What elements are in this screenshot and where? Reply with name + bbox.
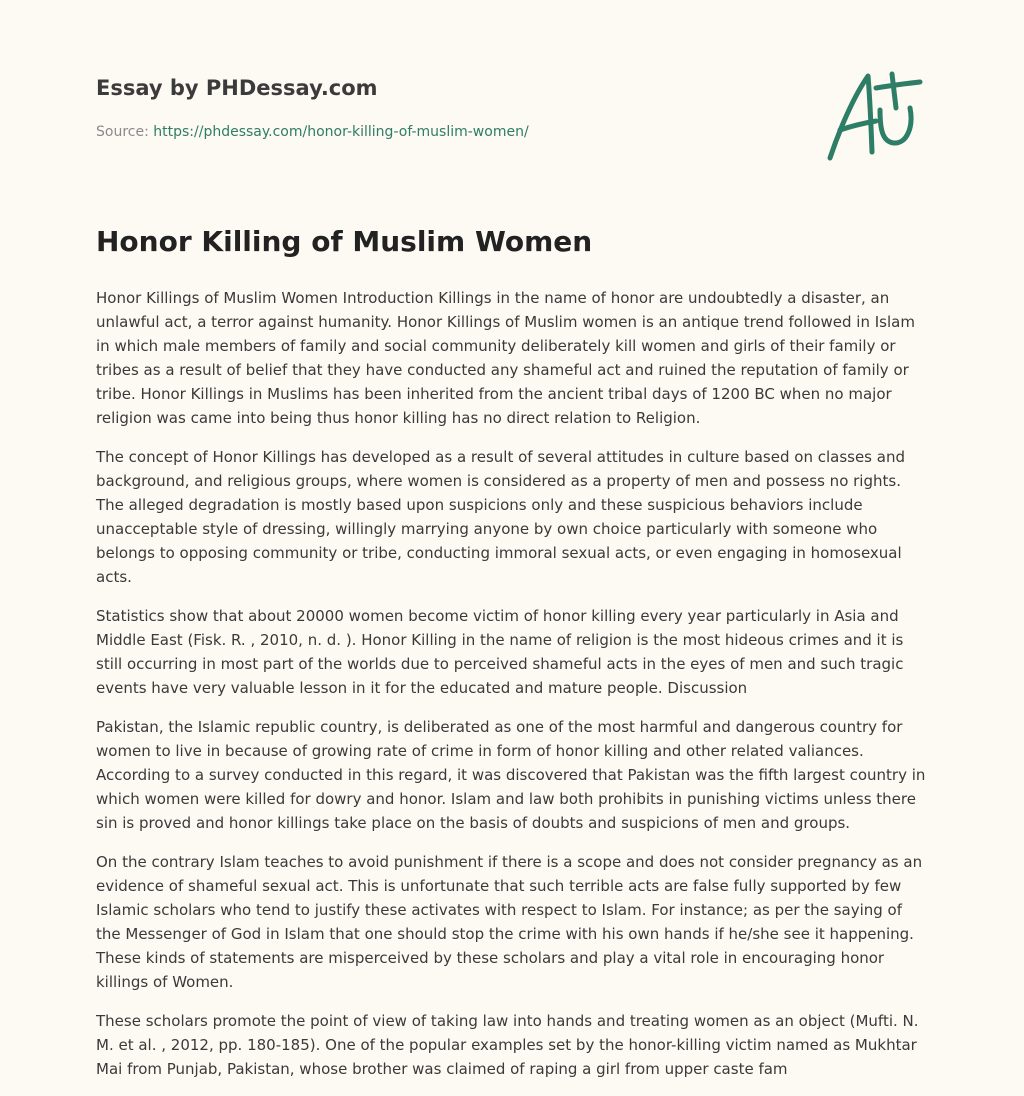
- source-line: [96, 124, 529, 140]
- essay-paragraph-6: These scholars promote the point of view of taking law into hands and treating women as an object (Mufti. N. M. et al. , 2012, pp. 180-185). One of the popular examples set by the honor-killing victim named as Mukhtar Mai from Punjab, Pakistan, whose brother was claimed of raping a girl from upper caste fam: [96, 1012, 919, 1078]
- essay-title: Honor Killing of Muslim Women: [96, 225, 593, 258]
- a-plus-logo-icon: [824, 66, 924, 166]
- essay-paragraph-3: Statistics show that about 20000 women become victim of honor killing every year particularly in Asia and Middle East (Fisk. R. , 2010, n. d. ). Honor Killing in the name of religion is the most hideous crimes and it is still occurring in most part of the worlds due to perceived shameful acts in the eyes of men and such tragic events have very valuable lesson in it for the educated and mature people. Discussion: [96, 607, 904, 697]
- essay-paragraph-1: Honor Killings of Muslim Women Introduction Killings in the name of honor are undoubtedly a disaster, an unlawful act, a terror against humanity. Honor Killings of Muslim women is an antique trend followed in Islam in which male members of family and social community deliberately kill women and girls of their family or tribes as a result of belief that they have conducted any shameful act and ruined the reputation of family or tribe. Honor Killings in Muslims has been inherited from the ancient tribal days of 1200 BC when no major religion was came into being thus honor killing has no direct relation to Religion.: [96, 289, 915, 427]
- source-link[interactable]: https://phdessay.com/honor-killing-of-muslim-women/: [153, 124, 529, 140]
- essay-body: [96, 286, 928, 1096]
- essay-paragraph-5: On the contrary Islam teaches to avoid punishment if there is a scope and does not consider pregnancy as an evidence of shameful sexual act. This is unfortunate that such terrible acts are false fully supported by few Islamic scholars who tend to justify these activates with respect to Islam. For instance; as per the saying of the Messenger of God in Islam that one should stop the crime with his own hands if he/she see it happening. These kinds of statements are misperceived by these scholars and play a vital role in encouraging honor killings of Women.: [96, 853, 923, 991]
- essay-paragraph-4: Pakistan, the Islamic republic country, is deliberated as one of the most harmful and dangerous country for women to live in because of growing rate of crime in form of honor killing and other related valiances. According to a survey conducted in this regard, it was discovered that Pakistan was the fifth largest country in which women were killed for dowry and honor. Islam and law both prohibits in punishing victims unless there sin is proved and honor killings take place on the basis of doubts and suspicions of men and groups.: [96, 718, 926, 832]
- site-title: Essay by PHDessay.com: [96, 76, 378, 100]
- essay-paragraph-2: The concept of Honor Killings has developed as a result of several attitudes in culture based on classes and background, and religious groups, where women is considered as a property of men and possess no rights. The alleged degradation is mostly based upon suspicions only and these suspicious behaviors include unacceptable style of dressing, willingly marrying anyone by own choice particularly with someone who belongs to opposing community or tribe, conducting immoral sexual acts, or even engaging in homosexual acts.: [96, 448, 905, 586]
- source-label: Source:: [96, 124, 149, 140]
